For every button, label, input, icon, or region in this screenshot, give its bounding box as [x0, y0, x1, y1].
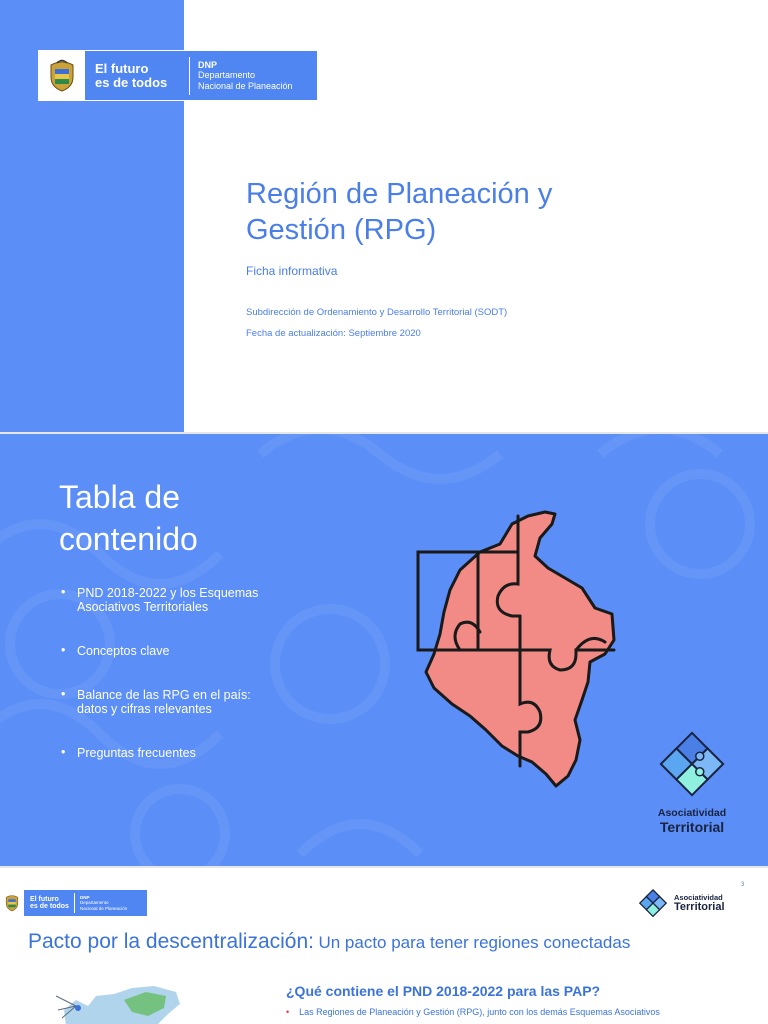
dnp-label — [198, 60, 293, 91]
slogan-line-2: es de todos — [30, 903, 69, 910]
cover-slide — [0, 0, 768, 432]
pnd-bullet — [286, 1006, 726, 1019]
bullet-marker: • — [286, 1007, 290, 1017]
toc-item-pnd[interactable] — [59, 586, 319, 614]
toc-title-line-2: contenido — [59, 521, 198, 557]
brand-line-1: Asociatividad — [657, 807, 727, 819]
slogan-text — [95, 62, 187, 89]
toc-item-line: • Conceptos clave — [77, 644, 170, 658]
toc-slide — [0, 434, 768, 866]
colombia-puzzle-map-icon — [400, 504, 630, 794]
slogan-line-2: es de todos — [95, 74, 168, 90]
toc-item-line: • PND 2018-2022 y los Esquemas — [77, 586, 259, 600]
content-slide — [0, 868, 768, 1024]
cover-title-line-1: Región de Planeación y — [246, 178, 553, 210]
dnp-line-1: Departamento — [198, 70, 256, 81]
logo-divider — [189, 57, 190, 95]
slogan-line-1: El futuro — [30, 895, 59, 903]
pnd-question: ¿Qué contiene el PND 2018-2022 para las PAP? — [286, 983, 601, 999]
dnp-line-2: Nacional de Planeación — [80, 905, 128, 911]
dnp-abbr: DNP — [198, 59, 218, 70]
bullet-text: Las Regiones de Planeación y Gestión (RPG), junto con los demás Esquemas Asociativos — [299, 1007, 660, 1017]
slide-heading — [28, 930, 630, 954]
brand-line-1: Asociatividad — [674, 893, 723, 903]
region-map-icon — [36, 986, 186, 1024]
brand-text — [674, 894, 725, 913]
slogan-text — [30, 896, 74, 911]
page-number: 3 — [741, 882, 745, 888]
puzzle-diamond-icon — [652, 730, 732, 802]
cover-title-line-2: Gestión (RPG) — [246, 214, 437, 246]
toc-item-preguntas[interactable] — [59, 746, 319, 760]
toc-item-balance[interactable] — [59, 688, 319, 716]
brand-line-2: Territorial — [659, 819, 725, 835]
dnp-label — [80, 895, 127, 911]
toc-title-line-1: Tabla de — [59, 479, 180, 515]
toc-item-line: datos y cifras relevantes — [77, 702, 212, 716]
cover-update-date: Fecha de actualización: Septiembre 2020 — [246, 328, 421, 339]
logo-divider — [74, 893, 75, 913]
cover-department: Subdirección de Ordenamiento y Desarrollo Territorial (SODT) — [246, 307, 508, 318]
toc-item-conceptos[interactable] — [59, 644, 319, 658]
brand-line-2: Territorial — [674, 901, 725, 914]
dnp-line-1: Departamento — [80, 900, 109, 906]
asociatividad-brand-small — [636, 888, 725, 920]
coat-of-arms-icon — [0, 890, 24, 916]
toc-list — [59, 586, 319, 760]
government-logo — [38, 50, 318, 101]
toc-item-line: • Balance de las RPG en el país: — [77, 688, 251, 702]
dnp-line-2: Nacional de Planeación — [198, 80, 293, 91]
toc-item-line: • Preguntas frecuentes — [77, 746, 196, 760]
cover-subtitle: Ficha informativa — [246, 264, 338, 278]
toc-title — [59, 476, 279, 560]
puzzle-diamond-icon — [636, 888, 670, 920]
heading-main: Pacto por la descentralización: — [28, 930, 314, 953]
slogan-line-1: El futuro — [95, 60, 149, 76]
cover-title — [246, 176, 666, 248]
coat-of-arms-icon — [39, 51, 85, 100]
asociatividad-brand — [640, 730, 744, 835]
heading-sub: Un pacto para tener regiones conectadas — [318, 933, 631, 952]
government-logo-small — [0, 890, 147, 916]
dnp-abbr: DNP — [80, 895, 90, 901]
toc-item-line: Asociativos Territoriales — [77, 600, 209, 614]
